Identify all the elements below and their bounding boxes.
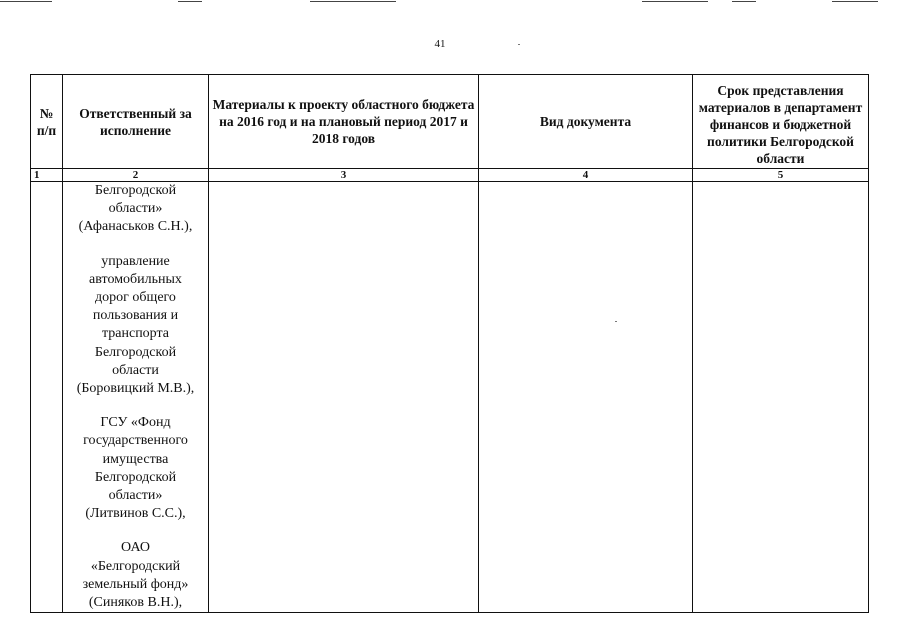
responsible-line: государственного bbox=[83, 433, 188, 449]
scan-artifact-line bbox=[0, 1, 52, 2]
responsible-line: (Синяков В.Н.), bbox=[88, 595, 183, 611]
responsible-line: «Белгородский bbox=[90, 558, 181, 574]
responsible-group bbox=[66, 414, 205, 523]
cell-materials bbox=[209, 182, 479, 613]
responsible-line: области» bbox=[108, 201, 163, 217]
responsible-line: дорог общего bbox=[95, 290, 176, 306]
column-number: 2 bbox=[63, 169, 209, 182]
responsible-line: управление bbox=[101, 253, 170, 269]
responsible-line: Белгородской bbox=[94, 183, 177, 198]
cell-number bbox=[31, 182, 63, 613]
scan-artifact-line bbox=[310, 1, 396, 2]
scan-speck bbox=[518, 44, 520, 45]
column-number-row bbox=[31, 169, 869, 182]
responsible-line: области bbox=[112, 362, 159, 378]
header-materials: Материалы к проекту областного бюджета на 2016 год и на плановый период 2017 и 2018 годов bbox=[209, 75, 479, 169]
responsible-group bbox=[66, 182, 205, 237]
page-number: 41 bbox=[434, 38, 446, 50]
responsible-line: ОАО bbox=[121, 540, 150, 556]
table-row bbox=[31, 182, 869, 613]
responsible-group bbox=[66, 253, 205, 399]
column-number: 3 bbox=[209, 169, 479, 182]
responsible-line: пользования и bbox=[92, 308, 179, 324]
cell-deadline bbox=[693, 182, 869, 613]
responsible-line: (Литвинов С.С.), bbox=[85, 506, 186, 522]
column-number: 5 bbox=[693, 169, 869, 182]
responsible-line: имущества bbox=[102, 451, 169, 467]
responsible-line: ГСУ «Фонд bbox=[100, 415, 171, 431]
responsible-line: области» bbox=[108, 488, 163, 504]
responsible-line: Белгородской bbox=[94, 344, 177, 360]
column-number: 4 bbox=[479, 169, 693, 182]
responsible-line: автомобильных bbox=[89, 271, 182, 287]
header-document-type: Вид документа bbox=[479, 75, 693, 169]
cell-responsible bbox=[63, 182, 209, 613]
responsible-line: транспорта bbox=[101, 326, 170, 342]
header-number: № п/п bbox=[31, 75, 63, 169]
header-row bbox=[31, 75, 869, 169]
responsible-line: (Афанаськов С.Н.), bbox=[78, 219, 193, 235]
materials-table bbox=[30, 74, 869, 613]
scan-artifact-line bbox=[732, 1, 756, 2]
cell-document-type bbox=[479, 182, 693, 613]
column-number: 1 bbox=[31, 169, 63, 182]
scan-artifact-line bbox=[642, 1, 708, 2]
responsible-group bbox=[66, 539, 205, 612]
scan-artifact-line bbox=[832, 1, 878, 2]
responsible-line: земельный фонд» bbox=[82, 576, 189, 592]
responsible-line: (Боровицкий М.В.), bbox=[76, 381, 195, 397]
scan-artifact-line bbox=[178, 1, 202, 2]
responsible-line: Белгородской bbox=[94, 469, 177, 485]
header-responsible: Ответственный за исполнение bbox=[63, 75, 209, 169]
header-deadline: Срок представления материалов в департамент финансов и бюджетной политики Белгородской области bbox=[693, 75, 869, 169]
